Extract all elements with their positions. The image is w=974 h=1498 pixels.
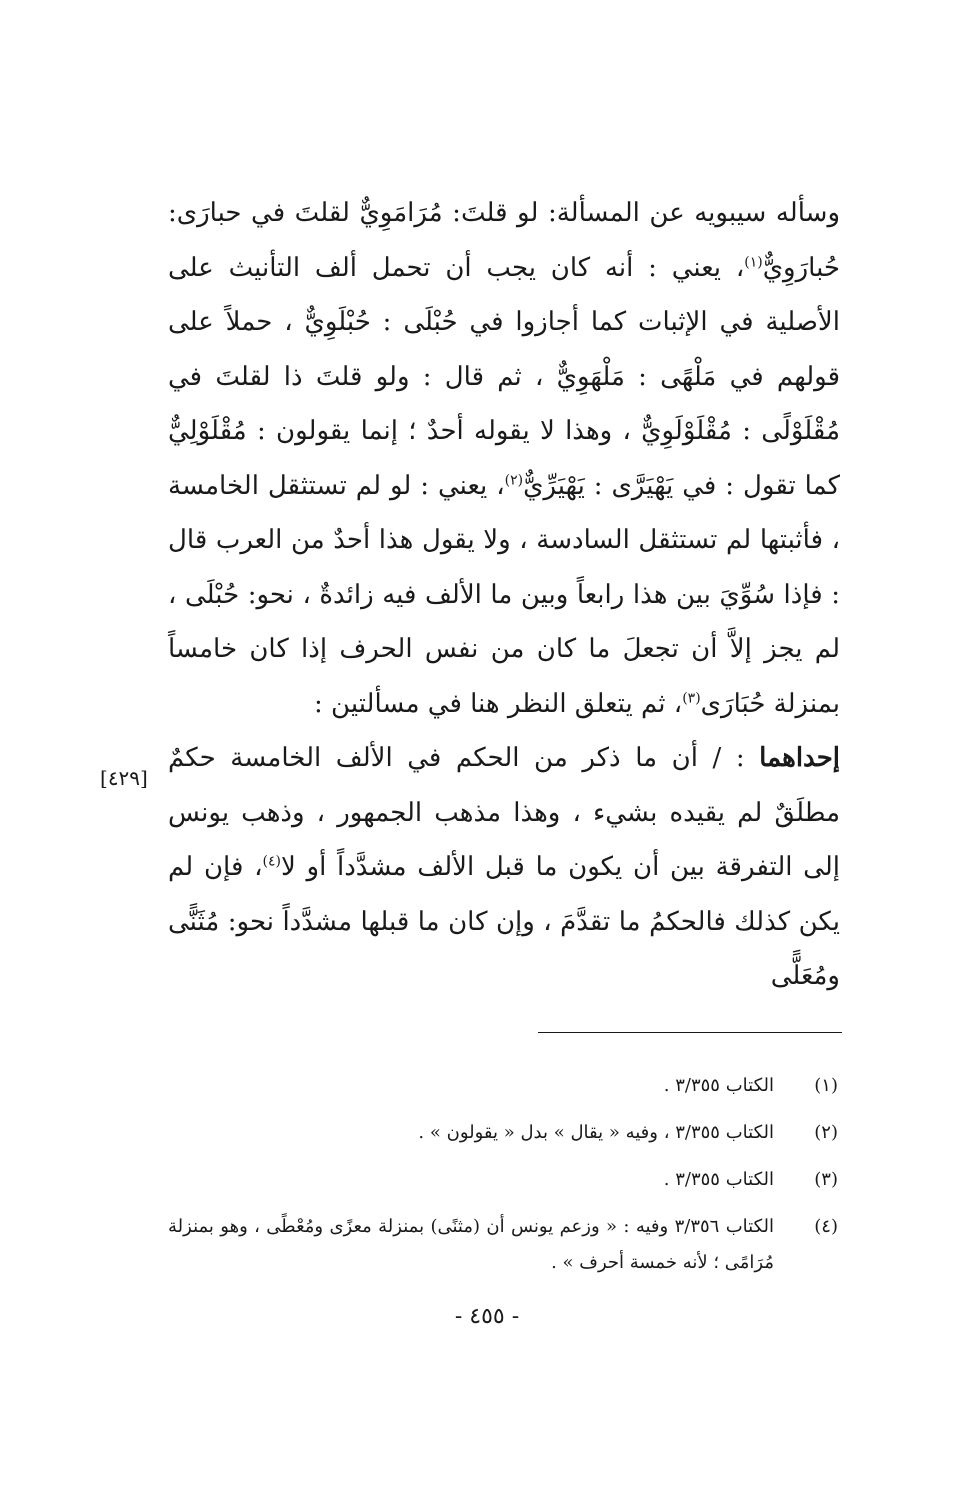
para1-text-c: ، يعني : لو لم تستثقل الخامسة ، فأثبتها لم تستثقل السادسة ، ولا يقول هذا أحدٌ من العرب قال : فإذا سُوِّيَ بين هذا رابعاً وبين ما الألف فيه زائدةٌ ، نحو: حُبْلَى ، لم يجز إلاَّ أن تجعلَ ما كان من نفس الحرف إذا كان خامساً بمنزلة حُبَارَى xyxy=(168,470,840,719)
footnotes xyxy=(168,1068,842,1292)
footnote-ref-4: (٤) xyxy=(262,853,281,870)
footnote-text: الكتاب ٣/٣٥٥ . xyxy=(663,1169,774,1190)
footnote-2 xyxy=(168,1115,842,1151)
footnote-text: الكتاب ٣/٣٥٦ وفيه : « وزعم يونس أن (مثنًى) بمنزلة معزًى ومُعْطًى ، وهو بمنزلة مُرَامًى ؛ لأنه خمسة أحرف » . xyxy=(168,1216,774,1273)
footnote-number: (٣) xyxy=(814,1169,838,1190)
footnote-3 xyxy=(168,1162,842,1198)
footnote-ref-3: (٣) xyxy=(682,689,701,706)
footnote-number: (٢) xyxy=(814,1122,838,1143)
paragraph-2 xyxy=(168,731,840,1004)
para1-text-b: ، يعني : أنه كان يجب أن تحمل ألف التأنيث على الأصلية في الإثبات كما أجازوا في حُبْلَى : حُبْلَوِيٌّ ، حملاً على قولهم في مَلْهًى : مَلْهَوِيٌّ ، ثم قال : ولو قلتَ ذا لقلتَ في مُقْلَوْلًى : مُقْلَوْلَوِيٌّ ، وهذا لا يقوله أحدٌ ؛ إنما يقولون : مُقْلَوْلِيٌّ كما تقول : في يَهْيَرَّى : يَهْيَرِّيٌّ xyxy=(168,252,840,501)
footnote-number: (٤) xyxy=(814,1216,838,1237)
footnote-separator xyxy=(538,1032,842,1033)
para1-text-d: ، ثم يتعلق النظر هنا في مسألتين : xyxy=(314,688,683,719)
para2-text-a: : / أن ما ذكر من الحكم في الألف الخامسة حكمٌ مطلَقٌ لم يقيده بشيء ، وهذا مذهب الجمهور ، وذهب يونس إلى التفرقة بين أن يكون ما قبل الألف مشدَّداً أو لا xyxy=(168,743,840,882)
paragraph-1 xyxy=(168,186,840,731)
footnote-number: (١) xyxy=(814,1075,838,1096)
footnote-text: الكتاب ٣/٣٥٥ . xyxy=(663,1075,774,1096)
footnote-text: الكتاب ٣/٣٥٥ ، وفيه « يقال » بدل « يقولون » . xyxy=(418,1122,774,1143)
para2-text-b: ، فإن لم يكن كذلك فالحكمُ ما تقدَّمَ ، وإن كان ما قبلها مشدَّداً نحو: مُثَنًّى ومُعَلًّى xyxy=(168,852,840,991)
margin-page-reference: [٤٢٩] xyxy=(100,766,148,790)
main-text xyxy=(168,186,840,1004)
para2-lead: إحداهما xyxy=(759,743,840,773)
page-number: - ٤٥٥ - xyxy=(454,1304,520,1329)
footnote-4 xyxy=(168,1209,842,1281)
para1-text-a: وسأله سيبويه عن المسألة: لو قلتَ: مُرَامَوِيٌّ لقلتَ في حبارَى: حُبارَوِيٌّ xyxy=(168,198,840,283)
footnote-ref-2: (٢) xyxy=(504,471,524,488)
footnote-1 xyxy=(168,1068,842,1104)
footnote-ref-1: (١) xyxy=(744,253,763,270)
